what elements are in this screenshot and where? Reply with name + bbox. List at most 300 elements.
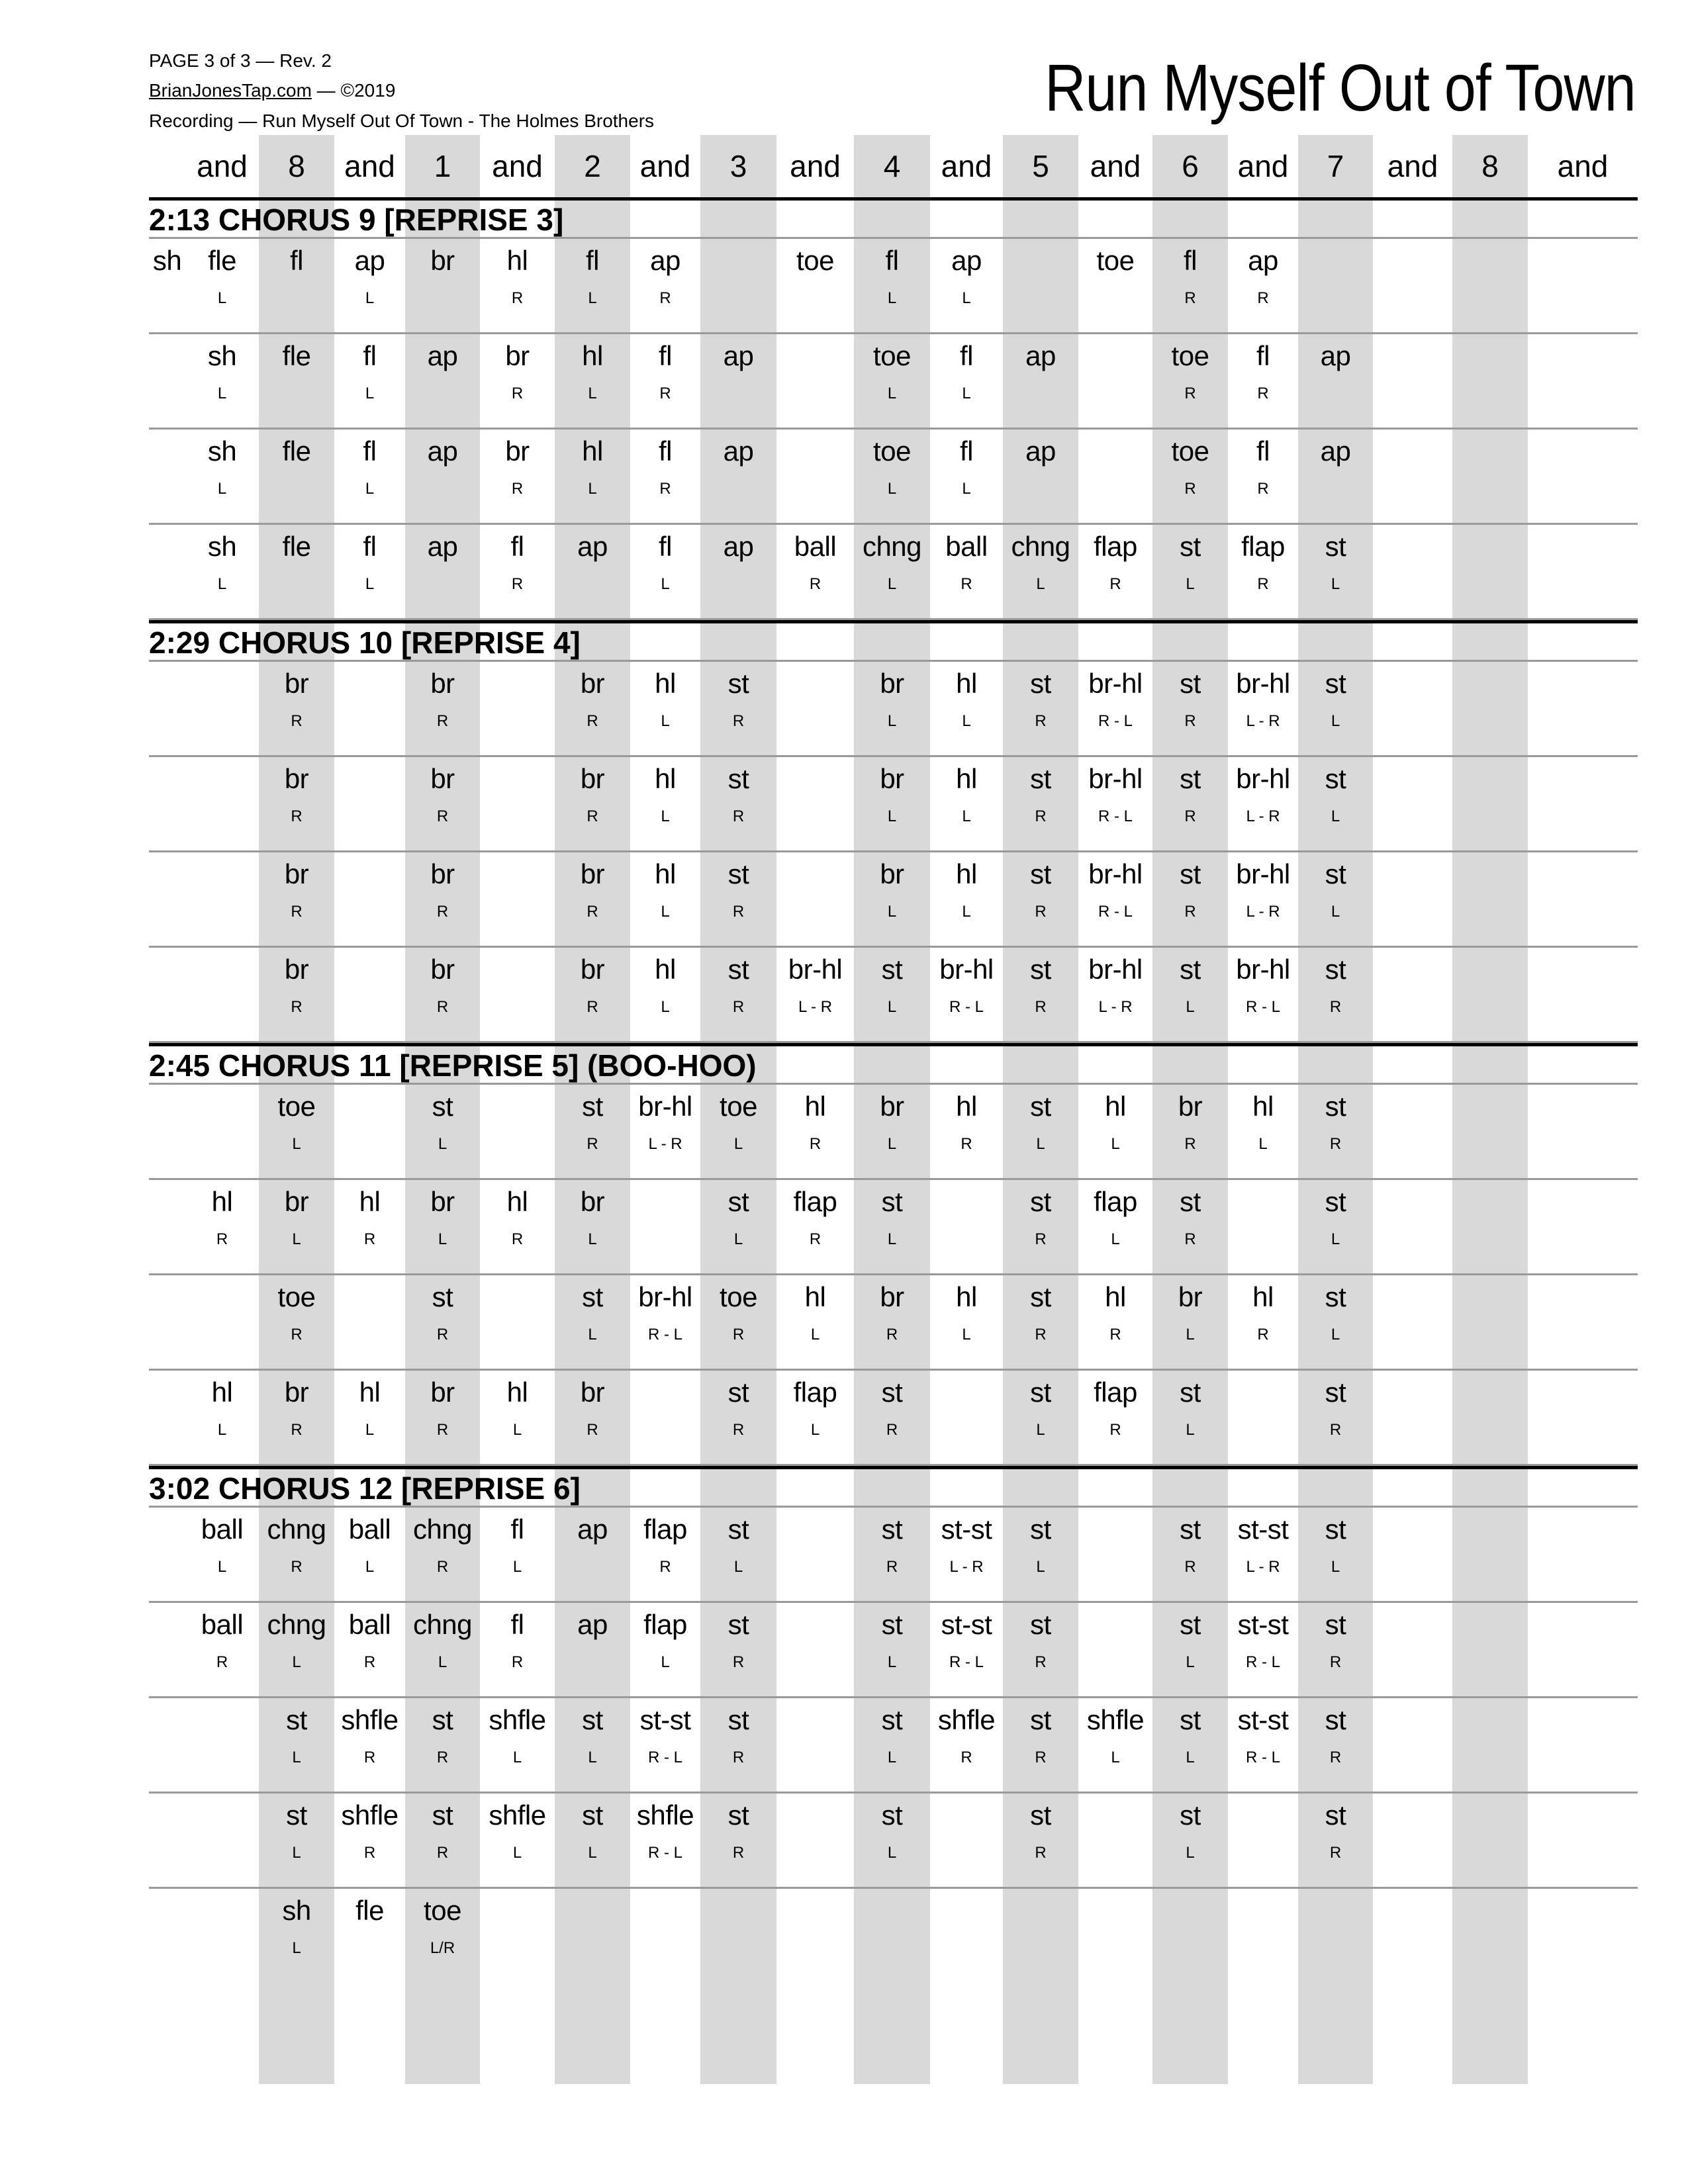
step-cell xyxy=(854,662,930,755)
foot-indicator: L xyxy=(292,1230,301,1248)
step-name: st xyxy=(1030,1704,1051,1735)
step-name: hl xyxy=(956,1281,977,1312)
step-name: st xyxy=(1180,531,1201,562)
foot-indicator: R xyxy=(659,1558,671,1576)
step-cell xyxy=(700,239,776,332)
step-cell xyxy=(1003,430,1078,523)
step-name: br xyxy=(1178,1091,1203,1122)
step-name: st xyxy=(1325,1609,1346,1640)
foot-indicator: L xyxy=(588,385,597,402)
step-cell xyxy=(776,948,854,1041)
foot-indicator: R xyxy=(1035,903,1047,921)
step-cell xyxy=(854,1889,930,1982)
step-cell xyxy=(1373,662,1452,755)
foot-indicator: R xyxy=(732,807,745,825)
foot-indicator: L xyxy=(1331,807,1340,825)
step-cell xyxy=(1373,1275,1452,1369)
step-cell xyxy=(1152,1794,1228,1887)
step-cell xyxy=(480,1889,555,1982)
step-cell xyxy=(185,525,259,618)
foot-indicator: R xyxy=(216,1230,228,1248)
foot-indicator: L xyxy=(733,1230,743,1248)
foot-indicator: L xyxy=(661,712,670,730)
step-cell xyxy=(1298,662,1373,755)
step-name: shfle xyxy=(489,1799,546,1831)
step-row xyxy=(149,334,1638,430)
step-cell xyxy=(1452,948,1528,1041)
tap-notation-sheet xyxy=(149,135,1638,1984)
step-name: st-st xyxy=(1237,1609,1289,1640)
step-name: hl xyxy=(804,1281,826,1312)
step-cell xyxy=(854,525,930,618)
step-cell xyxy=(1528,662,1638,755)
step-cell xyxy=(555,948,630,1041)
step-cell xyxy=(1003,1698,1078,1792)
step-cell xyxy=(149,662,185,755)
step-name: hl xyxy=(582,435,603,467)
step-name: st xyxy=(1030,1091,1051,1122)
step-name: fl xyxy=(960,435,973,467)
foot-indicator: R xyxy=(511,575,524,593)
step-row xyxy=(149,948,1638,1043)
step-cell xyxy=(1373,1603,1452,1696)
foot-indicator: R xyxy=(732,998,745,1016)
foot-indicator: L xyxy=(887,575,897,593)
foot-indicator: R - L xyxy=(949,998,984,1016)
step-cell xyxy=(1003,1371,1078,1464)
step-name: st xyxy=(1325,1799,1346,1831)
count-header-row xyxy=(149,135,1638,197)
step-cell xyxy=(1003,239,1078,332)
step-name: br xyxy=(430,1377,455,1408)
foot-indicator xyxy=(996,478,1085,500)
step-name: ap xyxy=(1025,340,1056,371)
foot-indicator: L xyxy=(1331,575,1340,593)
foot-indicator: R xyxy=(1035,998,1047,1016)
foot-indicator: R xyxy=(732,1421,745,1439)
foot-indicator: R xyxy=(1035,1653,1047,1671)
step-cell xyxy=(480,757,555,850)
step-cell xyxy=(259,852,334,946)
step-name: br-hl xyxy=(638,1281,692,1312)
step-cell xyxy=(1528,1698,1638,1792)
step-cell xyxy=(149,1275,185,1369)
step-cell xyxy=(1452,1603,1528,1696)
section-heading: 3:02 CHORUS 12 [REPRISE 6] xyxy=(149,1469,1638,1508)
step-cell xyxy=(1152,1603,1228,1696)
step-name: ap xyxy=(650,245,680,276)
step-name: st xyxy=(1030,1186,1051,1217)
step-name: br xyxy=(284,1186,309,1217)
foot-indicator: R xyxy=(732,903,745,921)
step-cell xyxy=(1528,239,1638,332)
foot-indicator: L xyxy=(1036,1421,1045,1439)
step-name: st xyxy=(1030,1377,1051,1408)
step-cell xyxy=(1373,852,1452,946)
foot-indicator: L xyxy=(588,480,597,498)
count-beat: 8 xyxy=(288,149,305,183)
step-name: ball xyxy=(201,1609,244,1640)
site-credit xyxy=(149,79,395,102)
step-cell xyxy=(1078,1794,1152,1887)
foot-indicator: R xyxy=(732,1653,745,1671)
step-cell xyxy=(1003,1180,1078,1273)
step-name: ap xyxy=(1320,340,1351,371)
step-cell xyxy=(700,1085,776,1178)
step-name: fle xyxy=(208,245,236,276)
step-cell xyxy=(185,852,259,946)
foot-indicator: R xyxy=(436,712,449,730)
step-cell xyxy=(1373,948,1452,1041)
step-name: toe xyxy=(873,340,911,371)
step-cell xyxy=(1528,852,1638,946)
step-cell xyxy=(854,852,930,946)
step-name: br-hl xyxy=(1236,763,1290,794)
step-cell xyxy=(776,430,854,523)
step-cell xyxy=(1152,852,1228,946)
step-cell xyxy=(1078,1508,1152,1601)
step-cell xyxy=(1003,1275,1078,1369)
step-cell xyxy=(1298,1275,1373,1369)
step-name: chng xyxy=(1011,531,1070,562)
step-name: st xyxy=(432,1091,453,1122)
foot-indicator: L - R xyxy=(1246,807,1280,825)
step-name: hl xyxy=(506,1186,528,1217)
step-name: fl xyxy=(363,531,377,562)
step-name: br-hl xyxy=(1088,954,1143,985)
foot-indicator: R - L xyxy=(1245,998,1280,1016)
foot-indicator: R xyxy=(1257,385,1269,402)
step-name: st xyxy=(1030,1281,1051,1312)
step-cell xyxy=(185,1508,259,1601)
step-cell xyxy=(1373,1698,1452,1792)
step-name: br-hl xyxy=(1088,668,1143,699)
step-name: st xyxy=(286,1704,307,1735)
step-cell xyxy=(1152,757,1228,850)
step-cell xyxy=(480,334,555,428)
step-cell xyxy=(185,1180,259,1273)
step-name: hl xyxy=(1105,1281,1126,1312)
step-name: st xyxy=(1325,1704,1346,1735)
step-cell xyxy=(1228,1085,1298,1178)
foot-indicator: L xyxy=(512,1844,522,1862)
step-name: st xyxy=(727,1514,749,1545)
step-cell xyxy=(776,1794,854,1887)
step-cell xyxy=(776,1698,854,1792)
step-cell xyxy=(334,1275,405,1369)
step-cell xyxy=(1298,1508,1373,1601)
foot-indicator: R xyxy=(1257,289,1269,307)
foot-indicator: L xyxy=(887,1749,897,1766)
step-cell xyxy=(405,1275,480,1369)
step-cell xyxy=(1452,334,1528,428)
step-cell xyxy=(1528,1085,1638,1178)
step-cell xyxy=(1528,1371,1638,1464)
step-cell xyxy=(149,1698,185,1792)
step-name: br-hl xyxy=(788,954,843,985)
step-cell xyxy=(1078,525,1152,618)
step-cell xyxy=(930,1698,1003,1792)
foot-indicator: L xyxy=(438,1653,447,1671)
step-cell xyxy=(1078,334,1152,428)
foot-indicator: L xyxy=(1036,1558,1045,1576)
foot-indicator: L - R xyxy=(1098,998,1133,1016)
step-name: sh xyxy=(207,435,237,467)
step-cell xyxy=(334,1180,405,1273)
step-cell xyxy=(1452,1889,1528,1982)
step-name: br xyxy=(284,668,309,699)
step-cell xyxy=(555,1698,630,1792)
step-cell xyxy=(555,1085,630,1178)
step-cell xyxy=(1078,1180,1152,1273)
foot-indicator: L xyxy=(810,1421,820,1439)
step-name: st xyxy=(727,763,749,794)
step-cell xyxy=(185,1371,259,1464)
step-cell xyxy=(1003,662,1078,755)
step-cell xyxy=(259,1794,334,1887)
step-name: st xyxy=(1030,858,1051,889)
step-cell xyxy=(405,1603,480,1696)
step-cell xyxy=(854,334,930,428)
step-name: chng xyxy=(412,1514,473,1545)
step-name: fl xyxy=(960,340,973,371)
step-name: st xyxy=(1180,1186,1201,1217)
step-cell xyxy=(334,662,405,755)
step-name: ball xyxy=(201,1514,244,1545)
step-cell xyxy=(185,334,259,428)
step-cell xyxy=(1298,1180,1373,1273)
foot-indicator: L xyxy=(1186,1844,1195,1862)
step-name: fl xyxy=(1184,245,1197,276)
step-cell xyxy=(1152,1508,1228,1601)
step-cell xyxy=(405,1180,480,1273)
step-cell xyxy=(630,1603,700,1696)
step-cell xyxy=(1228,757,1298,850)
step-cell xyxy=(1003,948,1078,1041)
step-cell xyxy=(1373,1371,1452,1464)
step-cell xyxy=(776,1889,854,1982)
step-name: shfle xyxy=(489,1704,546,1735)
step-name: shfle xyxy=(636,1799,694,1831)
step-cell xyxy=(1003,1889,1078,1982)
step-cell xyxy=(405,662,480,755)
step-cell xyxy=(405,1371,480,1464)
step-cell xyxy=(630,1794,700,1887)
step-cell xyxy=(149,757,185,850)
step-cell xyxy=(555,1889,630,1982)
foot-indicator: R xyxy=(291,998,303,1016)
step-cell xyxy=(1298,1085,1373,1178)
foot-indicator: R xyxy=(886,1558,898,1576)
step-cell xyxy=(700,1371,776,1464)
step-cell xyxy=(1298,852,1373,946)
step-cell xyxy=(334,1085,405,1178)
step-name: br xyxy=(1178,1281,1203,1312)
step-cell xyxy=(1228,1889,1298,1982)
step-cell xyxy=(1078,852,1152,946)
step-name: hl xyxy=(655,954,676,985)
step-cell xyxy=(1528,525,1638,618)
step-cell xyxy=(700,662,776,755)
step-name: st xyxy=(582,1281,603,1312)
step-cell xyxy=(1152,1275,1228,1369)
step-name: st xyxy=(1325,1091,1346,1122)
step-name: st xyxy=(1030,1609,1051,1640)
foot-indicator: R xyxy=(1329,1135,1342,1153)
foot-indicator: R - L xyxy=(949,1653,984,1671)
step-cell xyxy=(1373,1508,1452,1601)
step-name: chng xyxy=(412,1609,473,1640)
step-cell xyxy=(1228,948,1298,1041)
step-cell xyxy=(1228,334,1298,428)
step-cell xyxy=(1373,1085,1452,1178)
step-name: flap xyxy=(793,1377,837,1408)
foot-indicator: R xyxy=(1035,1844,1047,1862)
step-cell xyxy=(930,525,1003,618)
step-name: br xyxy=(430,954,455,985)
step-cell xyxy=(259,1085,334,1178)
foot-indicator: L xyxy=(1186,998,1195,1016)
step-name: hl xyxy=(1252,1091,1274,1122)
site-link[interactable]: BrianJonesTap.com xyxy=(149,80,312,101)
step-cell xyxy=(555,239,630,332)
foot-indicator: L xyxy=(661,807,670,825)
step-name: toe xyxy=(1171,435,1209,467)
chorus-section xyxy=(149,1043,1638,1466)
step-cell xyxy=(1528,1794,1638,1887)
foot-indicator: R xyxy=(586,712,598,730)
foot-indicator: R xyxy=(511,480,524,498)
step-name: fl xyxy=(1256,340,1270,371)
step-name: sh xyxy=(152,245,182,276)
step-cell xyxy=(1452,757,1528,850)
foot-indicator: L xyxy=(217,1421,227,1439)
foot-indicator: R xyxy=(586,998,598,1016)
step-name: st xyxy=(1325,1514,1346,1545)
foot-indicator: R - L xyxy=(1245,1749,1280,1766)
step-row xyxy=(149,1180,1638,1275)
foot-indicator: R xyxy=(436,1421,449,1439)
step-cell xyxy=(1228,239,1298,332)
foot-indicator: R xyxy=(1329,1653,1342,1671)
step-name: sh xyxy=(282,1895,311,1926)
foot-indicator: L xyxy=(887,998,897,1016)
step-cell xyxy=(1003,1085,1078,1178)
step-name: hl xyxy=(359,1377,381,1408)
step-name: st xyxy=(1030,1514,1051,1545)
step-cell xyxy=(1452,1085,1528,1178)
step-cell xyxy=(480,1371,555,1464)
step-cell xyxy=(854,1085,930,1178)
step-cell xyxy=(930,1508,1003,1601)
step-name: st xyxy=(1325,1377,1346,1408)
step-name: fle xyxy=(355,1895,384,1926)
step-cell xyxy=(1003,757,1078,850)
step-cell xyxy=(700,1508,776,1601)
step-cell xyxy=(930,1794,1003,1887)
step-name: flap xyxy=(1094,1377,1137,1408)
step-cell xyxy=(1452,1794,1528,1887)
count-beat: 6 xyxy=(1182,149,1199,183)
step-cell xyxy=(1003,525,1078,618)
foot-indicator: R xyxy=(732,1326,745,1343)
foot-indicator: L xyxy=(887,385,897,402)
step-cell xyxy=(1373,334,1452,428)
foot-indicator: L xyxy=(733,1135,743,1153)
foot-indicator: R xyxy=(586,1135,598,1153)
step-cell xyxy=(480,852,555,946)
step-cell xyxy=(405,1698,480,1792)
step-cell xyxy=(930,852,1003,946)
step-cell xyxy=(480,662,555,755)
step-name: br xyxy=(880,1281,904,1312)
step-cell xyxy=(1452,525,1528,618)
step-cell xyxy=(259,334,334,428)
foot-indicator: L xyxy=(887,289,897,307)
step-cell xyxy=(1078,662,1152,755)
step-cell xyxy=(259,1371,334,1464)
step-cell xyxy=(1298,1698,1373,1792)
foot-indicator: R xyxy=(1184,903,1196,921)
step-cell xyxy=(1078,1371,1152,1464)
step-name: st xyxy=(727,1799,749,1831)
step-cell xyxy=(930,239,1003,332)
step-cell xyxy=(480,1275,555,1369)
foot-indicator: L xyxy=(887,1844,897,1862)
foot-indicator: L xyxy=(1111,1749,1120,1766)
step-name: st xyxy=(1325,763,1346,794)
step-cell xyxy=(700,1603,776,1696)
step-name: fl xyxy=(363,435,377,467)
step-cell xyxy=(149,1794,185,1887)
foot-indicator: R xyxy=(216,1653,228,1671)
step-name: toe xyxy=(277,1281,316,1312)
step-name: st xyxy=(432,1799,453,1831)
step-cell xyxy=(334,1794,405,1887)
step-cell xyxy=(776,334,854,428)
foot-indicator: R xyxy=(659,289,671,307)
step-name: br xyxy=(430,245,455,276)
foot-indicator: L xyxy=(292,1749,301,1766)
step-cell xyxy=(1373,757,1452,850)
step-name: toe xyxy=(873,435,911,467)
step-name: st xyxy=(727,954,749,985)
foot-indicator: R xyxy=(659,480,671,498)
step-cell xyxy=(1228,1275,1298,1369)
step-cell xyxy=(1452,1371,1528,1464)
step-cell xyxy=(1373,1794,1452,1887)
step-name: toe xyxy=(720,1281,757,1312)
foot-indicator: L xyxy=(588,1230,597,1248)
foot-indicator: L xyxy=(1111,1135,1120,1153)
step-cell xyxy=(1298,1889,1373,1982)
step-name: hl xyxy=(211,1377,233,1408)
step-name: sh xyxy=(207,531,237,562)
foot-indicator: L - R xyxy=(798,998,833,1016)
step-cell xyxy=(776,239,854,332)
chorus-section xyxy=(149,620,1638,1043)
step-cell xyxy=(405,239,480,332)
foot-indicator: R xyxy=(363,1844,376,1862)
step-name: st xyxy=(1030,763,1051,794)
step-cell xyxy=(334,334,405,428)
step-cell xyxy=(1228,662,1298,755)
step-row xyxy=(149,662,1638,757)
step-cell xyxy=(555,1180,630,1273)
step-name: st xyxy=(881,1799,903,1831)
step-cell xyxy=(185,1275,259,1369)
step-cell xyxy=(700,334,776,428)
